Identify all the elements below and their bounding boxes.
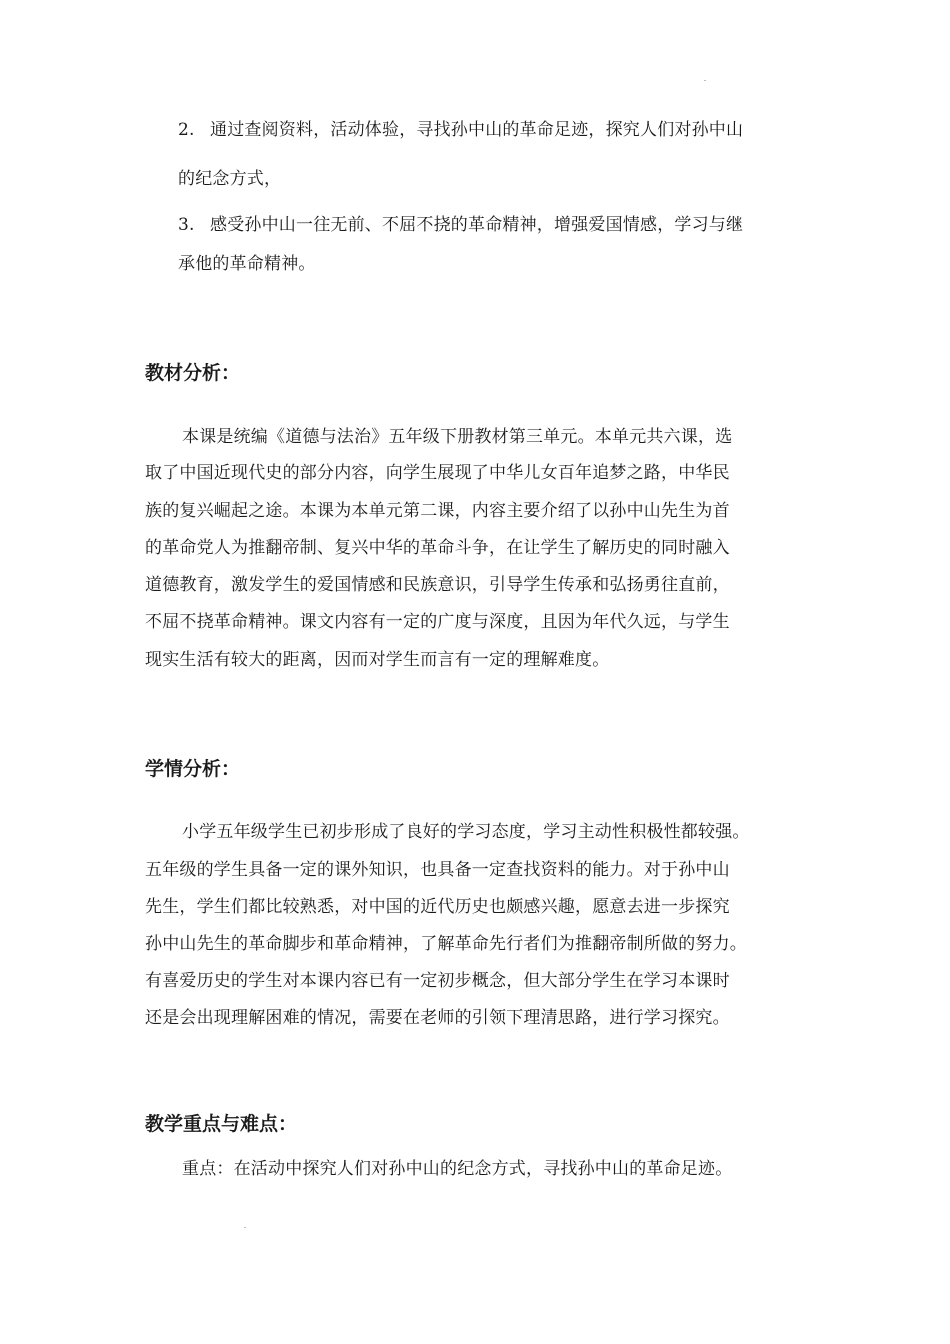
material-line-4: 的革命党人为推翻帝制、复兴中华的革命斗争，在让学生了解历史的同时融入 [145, 538, 730, 558]
material-line-1: 本课是统编《道德与法治》五年级下册教材第三单元。本单元共六课，选 [182, 427, 733, 447]
students-line-3: 先生，学生们都比较熟悉，对中国的近代历史也颇感兴趣，愿意去进一步探究 [145, 897, 730, 917]
objective-3-line-1 [178, 213, 743, 237]
objective-3-line-2: 承他的革命精神。 [178, 254, 316, 274]
objective-number: 3. [178, 215, 195, 235]
objective-text: 感受孙中山一往无前、不屈不挠的革命精神，增强爱国情感，学习与继 [210, 215, 744, 235]
material-line-2: 取了中国近现代史的部分内容，向学生展现了中华儿女百年追梦之路，中华民 [145, 463, 730, 483]
material-line-3: 族的复兴崛起之途。本课为本单元第二课，内容主要介绍了以孙中山先生为首 [145, 501, 730, 521]
section-heading-material: 教材分析： [145, 362, 241, 384]
students-line-5: 有喜爱历史的学生对本课内容已有一定初步概念，但大部分学生在学习本课时 [145, 971, 730, 991]
section-heading-students: 学情分析： [145, 758, 241, 780]
objective-2-line-1 [178, 118, 743, 142]
material-line-5: 道德教育，激发学生的爱国情感和民族意识，引导学生传承和弘扬勇往直前， [145, 575, 730, 595]
students-line-2: 五年级的学生具备一定的课外知识，也具备一定查找资料的能力。对于孙中山 [145, 860, 730, 880]
section-heading-keypoints: 教学重点与难点： [145, 1113, 298, 1135]
students-line-4: 孙中山先生的革命脚步和革命精神，了解革命先行者们为推翻帝制所做的努力。 [145, 934, 747, 954]
page-speck-bottom [244, 1227, 246, 1228]
students-line-1: 小学五年级学生已初步形成了良好的学习态度，学习主动性积极性都较强。 [182, 822, 750, 842]
keypoints-line-1: 重点：在活动中探究人们对孙中山的纪念方式，寻找孙中山的革命足迹。 [182, 1159, 733, 1179]
objective-text: 通过查阅资料，活动体验，寻找孙中山的革命足迹，探究人们对孙中山 [210, 120, 744, 140]
objective-number: 2. [178, 120, 195, 140]
material-line-7: 现实生活有较大的距离，因而对学生而言有一定的理解难度。 [145, 650, 610, 670]
material-line-6: 不屈不挠革命精神。课文内容有一定的广度与深度，且因为年代久远，与学生 [145, 612, 730, 632]
page-speck-top [704, 80, 706, 81]
objective-2-line-2: 的纪念方式， [178, 169, 282, 189]
students-line-6: 还是会出现理解困难的情况，需要在老师的引领下理清思路，进行学习探究。 [145, 1008, 730, 1028]
